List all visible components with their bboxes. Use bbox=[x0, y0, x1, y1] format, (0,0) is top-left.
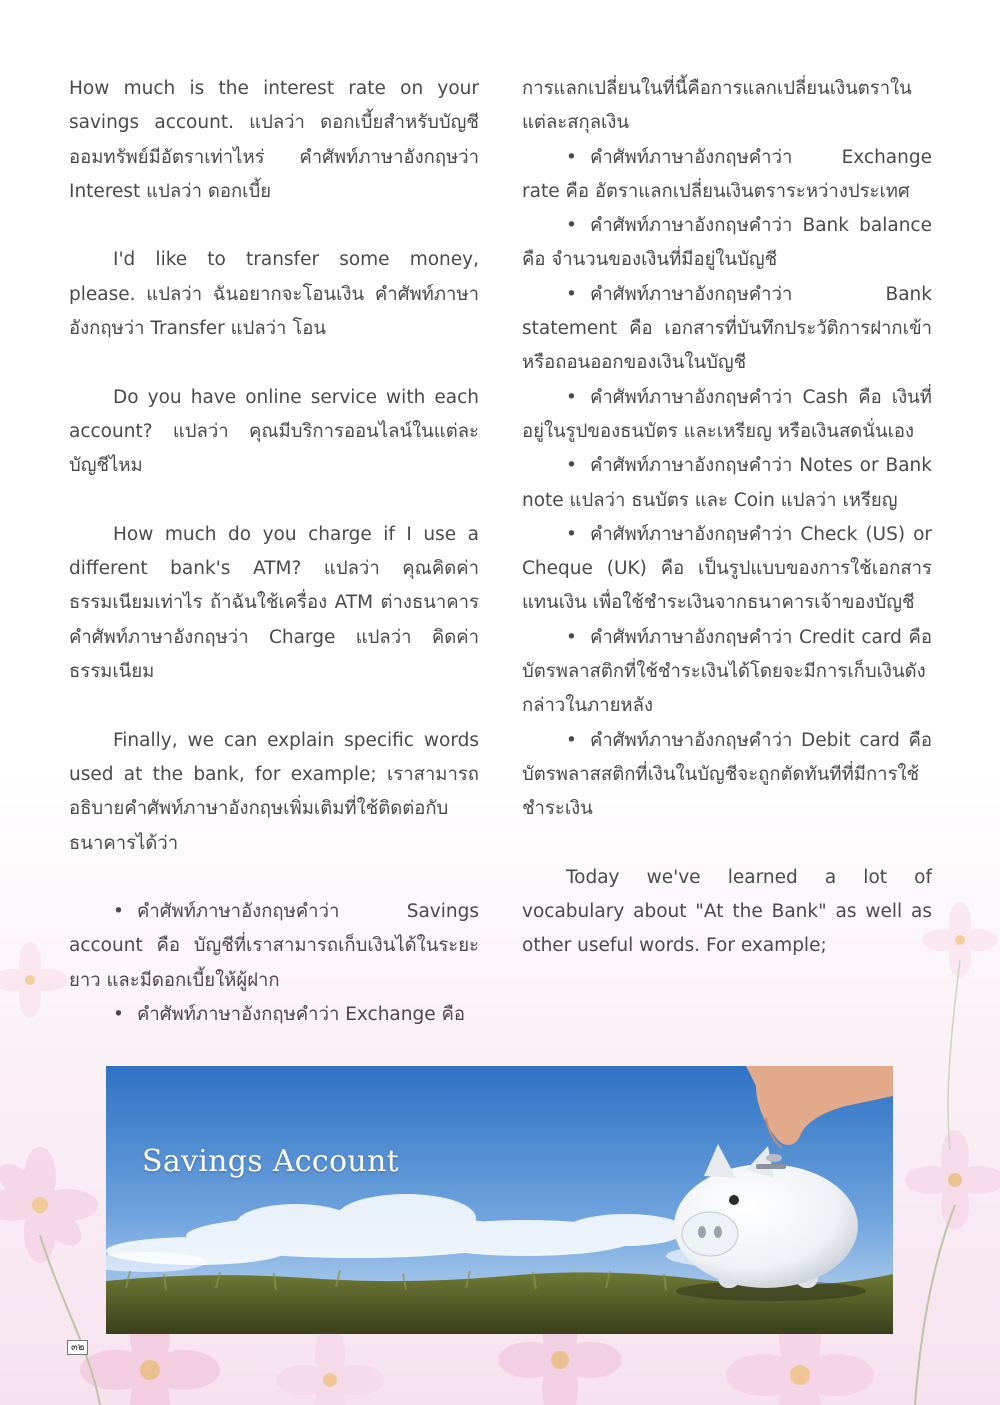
list-item-text: คำศัพท์ภาษาอังกฤษคำว่า Debit card คือ บัตรพลาสสติกที่เงินในบัญชีจะถูกตัดทันทีที่มีการใช้ชำระเงิน bbox=[522, 729, 932, 820]
bullet-glyph: • bbox=[566, 386, 577, 408]
list-item bbox=[522, 381, 932, 450]
bullet-glyph: • bbox=[566, 146, 577, 168]
list-item bbox=[522, 449, 932, 518]
bullet-glyph: • bbox=[566, 283, 577, 305]
paragraph-online-service: Do you have online service with each account? แปลว่า คุณมีบริการออนไลน์ในแต่ละบัญชีไหม bbox=[69, 386, 479, 477]
paragraph-closing: Today we've learned a lot of vocabulary about "At the Bank" as well as other useful words. For example; bbox=[522, 866, 932, 957]
list-item-text: คำศัพท์ภาษาอังกฤษคำว่า Notes or Bank note แปลว่า ธนบัตร และ Coin แปลว่า เหรียญ bbox=[522, 455, 932, 511]
savings-account-banner bbox=[106, 1066, 893, 1334]
right-column bbox=[522, 72, 932, 964]
bullet-glyph: • bbox=[566, 729, 577, 751]
list-item-text: คำศัพท์ภาษาอังกฤษคำว่า Bank balance คือ จำนวนของเงินที่มีอยู่ในบัญชี bbox=[522, 215, 932, 271]
page-number: ๓๒ bbox=[67, 1340, 88, 1355]
piggy-bank-illustration bbox=[106, 1066, 893, 1334]
paragraph-transfer: I'd like to transfer some money, please. แปลว่า ฉันอยากจะโอนเงิน คำศัพท์ภาษาอังกฤษว่า Transfer แปลว่า โอน bbox=[69, 249, 479, 340]
list-item bbox=[69, 895, 479, 998]
banner-title: Savings Account bbox=[142, 1144, 399, 1179]
list-item bbox=[522, 518, 932, 621]
bullet-glyph: • bbox=[566, 455, 577, 477]
list-item-text: คำศัพท์ภาษาอังกฤษคำว่า Bank statement คือ เอกสารที่บันทึกประวัติการฝากเข้าหรือถอนออกของเงินในบัญชี bbox=[522, 283, 932, 374]
left-column bbox=[69, 72, 479, 1032]
paragraph-exchange-continuation: การแลกเปลี่ยนในที่นี้คือการแลกเปลี่ยนเงินตราในแต่ละสกุลเงิน bbox=[522, 78, 912, 134]
list-item-text: คำศัพท์ภาษาอังกฤษคำว่า Exchange rate คือ อัตราแลกเปลี่ยนเงินตราระหว่างประเทศ bbox=[522, 146, 932, 202]
bullet-glyph: • bbox=[566, 215, 577, 237]
bullet-glyph: • bbox=[113, 1004, 124, 1026]
bullet-glyph: • bbox=[566, 626, 577, 648]
list-item bbox=[522, 209, 932, 278]
list-item bbox=[522, 621, 932, 724]
list-item bbox=[69, 998, 479, 1032]
list-item-text: คำศัพท์ภาษาอังกฤษคำว่า Exchange คือ bbox=[137, 1004, 465, 1026]
paragraph-interest: How much is the interest rate on your savings account. แปลว่า ดอกเบี้ยสำหรับบัญชีออมทรัพย์มีอัตราเท่าไหร่ คำศัพท์ภาษาอังกฤษว่า Interest แปลว่า ดอกเบี้ย bbox=[69, 78, 479, 202]
paragraph-atm-charge: How much do you charge if I use a different bank's ATM? แปลว่า คุณคิดค่าธรรมเนียมเท่าไร ถ้าฉันใช้เครื่อง ATM ต่างธนาคาร คำศัพท์ภาษาอังกฤษว่า Charge แปลว่า คิดค่าธรรมเนียม bbox=[69, 523, 479, 683]
list-item bbox=[522, 141, 932, 210]
paragraph-specific-words: Finally, we can explain specific words used at the bank, for example; เราสามารถอธิบายคำศัพท์ภาษาอังกฤษเพิ่มเติมที่ใช้ติดต่อกับธนาคารได้ว่า bbox=[69, 729, 479, 854]
list-item-text: คำศัพท์ภาษาอังกฤษคำว่า Savings account คือ บัญชีที่เราสามารถเก็บเงินได้ในระยะยาว และมีดอกเบี้ยให้ผู้ฝาก bbox=[69, 901, 479, 991]
bullet-glyph: • bbox=[566, 523, 577, 545]
list-item-text: คำศัพท์ภาษาอังกฤษคำว่า Credit card คือ บัตรพลาสติกที่ใช้ชำระเงินได้โดยจะมีการเก็บเงินดังกล่าวในภายหลัง bbox=[522, 626, 932, 717]
bullet-glyph: • bbox=[113, 901, 124, 923]
list-item bbox=[522, 278, 932, 381]
list-item-text: คำศัพท์ภาษาอังกฤษคำว่า Cash คือ เงินที่อยู่ในรูปของธนบัตร และเหรียญ หรือเงินสดนั่นเอง bbox=[522, 386, 932, 442]
list-item bbox=[522, 724, 932, 827]
list-item-text: คำศัพท์ภาษาอังกฤษคำว่า Check (US) or Cheque (UK) คือ เป็นรูปแบบของการใช้เอกสารแทนเงิน เพื่อใช้ชำระเงินจากธนาคารเจ้าของบัญชี bbox=[522, 523, 932, 614]
